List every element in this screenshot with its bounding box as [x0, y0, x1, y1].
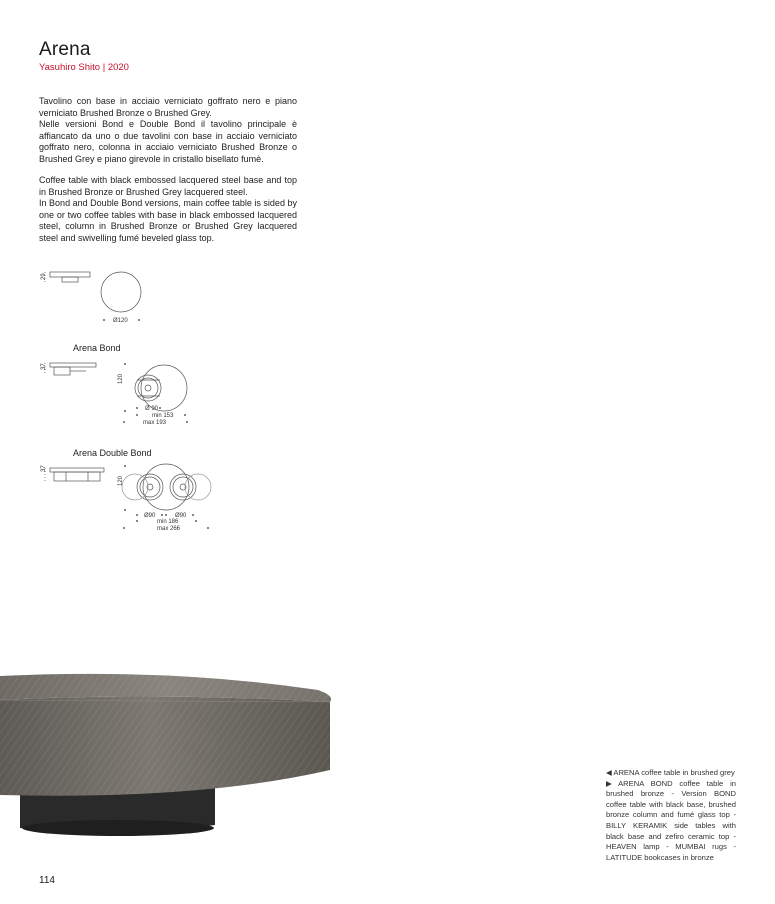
description-italian [39, 96, 297, 166]
triangle-left-icon: ◀ [606, 768, 612, 777]
arena-double-bond-top-view [122, 464, 211, 510]
triangle-right-icon: ▶ [606, 778, 617, 788]
photo-caption [606, 768, 736, 863]
arena-bond-min-dim: min 153 [152, 413, 174, 419]
arena-double-bond-height-dim: 37 [41, 465, 47, 472]
arena-double-bond-depth-dim: 120 [118, 475, 124, 486]
arena-double-bond-side-view [45, 468, 104, 481]
description-italian-p1: Tavolino con base in acciaio verniciato goffrato nero e piano verniciato Brushed Bronze o Brushed Grey. [39, 96, 297, 118]
technical-drawings [0, 260, 260, 540]
arena-diameter-dim: Ø120 [113, 318, 128, 324]
caption-line-2: ARENA BOND coffee table in brushed bronze - Version BOND coffee table with black base, brushed bronze column and fumé glass top - BILLY KERAMIK side tables with black base and zefiro ceramic top - HEAVEN lamp - MUMBAI rugs - LATITUDE bookcases in bronze [606, 778, 736, 862]
arena-double-bond-label: Arena Double Bond [73, 448, 152, 458]
arena-bond-label: Arena Bond [73, 343, 121, 353]
arena-double-bond-diameter-right-dim: Ø90 [175, 513, 187, 519]
description-english-p1: Coffee table with black embossed lacquered steel base and top in Brushed Bronze or Brushed Grey lacquered steel. [39, 175, 297, 197]
caption-line-1: ARENA coffee table in brushed grey [613, 768, 735, 777]
arena-bond-top-view [135, 365, 187, 411]
arena-bond-height-dim: 37 [41, 363, 47, 370]
arena-double-bond-max-dim: max 266 [157, 526, 181, 532]
arena-bond-depth-dim: 120 [118, 373, 124, 384]
arena-bond-max-dim: max 193 [143, 420, 167, 426]
arena-double-bond-diameter-left-dim: Ø90 [144, 513, 156, 519]
page-number: 114 [39, 875, 55, 886]
arena-top-view [101, 272, 141, 312]
coffee-table-photo [0, 660, 340, 850]
arena-bond-diameter-dim: Ø 90 [145, 406, 159, 412]
product-title: Arena [39, 39, 91, 60]
arena-side-view [45, 272, 90, 282]
description-italian-p2: Nelle versioni Bond e Double Bond il tavolino principale è affiancato da uno o due tavolini con base in acciaio verniciato goffrato nero, colonna in acciaio verniciato Brushed Bronze o Brushed Grey e piano girevole in cristallo bisellato fumè. [39, 119, 297, 164]
arena-bond-side-view [45, 363, 96, 375]
arena-height-dim: 29 [41, 273, 47, 280]
description-english [39, 175, 297, 245]
description-english-p2: In Bond and Double Bond versions, main coffee table is sided by one or two coffee tables with base in black embossed lacquered steel, column in Brushed Bronze or Brushed Grey lacquered steel and swivelling fumé beveled glass top. [39, 198, 297, 243]
arena-double-bond-min-dim: min 186 [157, 519, 179, 525]
designer-year: Yasuhiro Shito | 2020 [39, 62, 129, 73]
